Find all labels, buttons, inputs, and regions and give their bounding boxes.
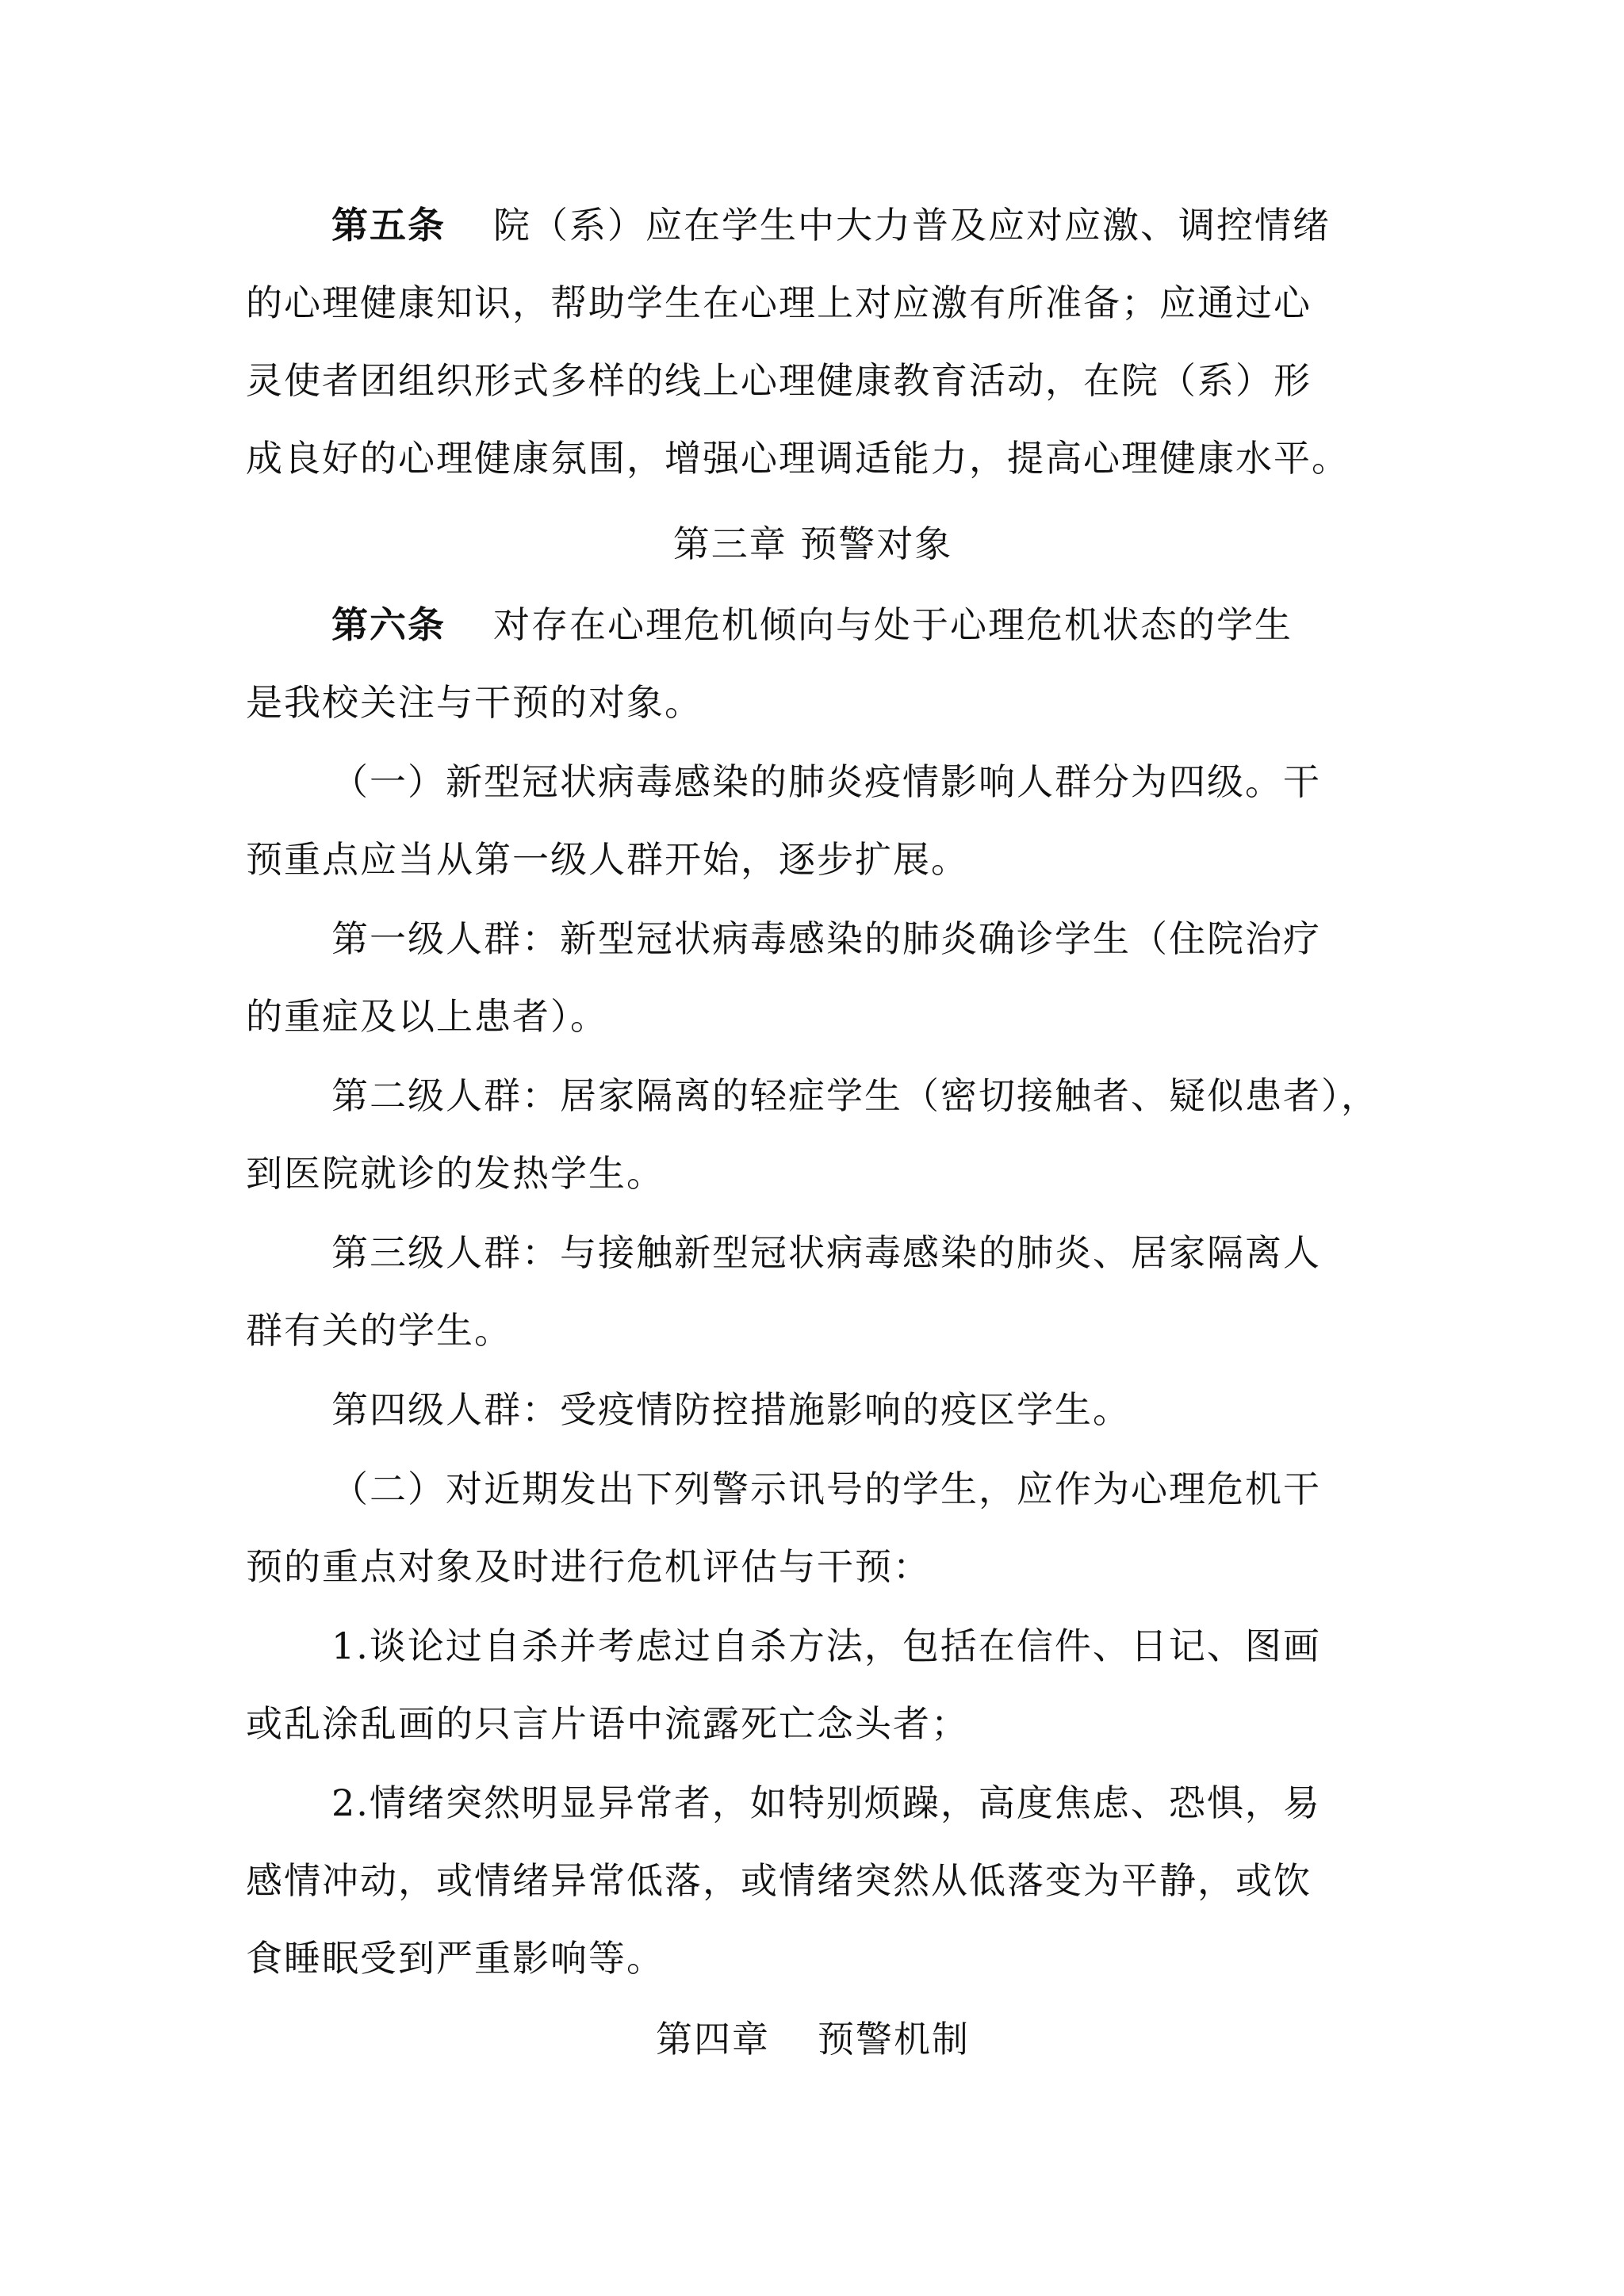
chapter4-title (246, 2015, 1380, 2063)
article5-text-1: 院（系）应在学生中大力普及应对应激、调控情绪 (493, 204, 1331, 247)
sign1-line2: 或乱涂乱画的只言片语中流露死亡念头者； (246, 1702, 969, 1745)
level3-line2: 群有关的学生。 (246, 1309, 512, 1352)
item1-line2: 预重点应当从第一级人群开始，逐步扩展。 (246, 838, 969, 881)
item1-line1: （一）新型冠状病毒感染的肺炎疫情影响人群分为四级。干 (331, 760, 1321, 803)
chapter4-name: 预警机制 (818, 2018, 970, 2061)
article6-line1 (331, 601, 1380, 649)
item2-line1: （二）对近期发出下列警示讯号的学生，应作为心理危机干 (331, 1468, 1321, 1510)
article5-label: 第五条 (331, 204, 446, 247)
level1-line2: 的重症及以上患者）。 (246, 995, 608, 1038)
article5-line1 (331, 201, 1380, 249)
article6-line2: 是我校关注与干预的对象。 (246, 681, 703, 724)
level1-line1: 第一级人群：新型冠状病毒感染的肺炎确诊学生（住院治疗 (331, 917, 1321, 960)
level4-line1: 第四级人群：受疫情防控措施影响的疫区学生。 (331, 1388, 1131, 1431)
article6-label: 第六条 (331, 603, 446, 646)
article5-line2: 的心理健康知识，帮助学生在心理上对应激有所准备；应通过心 (246, 281, 1312, 324)
sign2-line2: 感情冲动，或情绪异常低落，或情绪突然从低落变为平静，或饮 (246, 1859, 1312, 1902)
level3-line1: 第三级人群：与接触新型冠状病毒感染的肺炎、居家隔离人 (331, 1231, 1321, 1274)
chapter4-label: 第四章 (656, 2018, 770, 2061)
level2-line1: 第二级人群：居家隔离的轻症学生（密切接触者、疑似患者）， (331, 1074, 1379, 1117)
chapter3-title: 第三章 预警对象 (672, 522, 953, 565)
sign2-line3: 食睡眠受到严重影响等。 (246, 1937, 665, 1980)
sign2-line1: 2.情绪突然明显异常者，如特别烦躁，高度焦虑、恐惧，易 (331, 1781, 1321, 1824)
level2-line2: 到医院就诊的发热学生。 (246, 1152, 665, 1195)
article5-line4: 成良好的心理健康氛围，增强心理调适能力，提高心理健康水平。 (246, 437, 1350, 480)
article5-line3: 灵使者团组织形式多样的线上心理健康教育活动，在院（系）形 (246, 359, 1312, 402)
article6-text-1: 对存在心理危机倾向与处于心理危机状态的学生 (493, 603, 1293, 646)
sign1-line1: 1.谈论过自杀并考虑过自杀方法，包括在信件、日记、图画 (331, 1624, 1321, 1667)
item2-line2: 预的重点对象及时进行危机评估与干预： (246, 1545, 931, 1588)
